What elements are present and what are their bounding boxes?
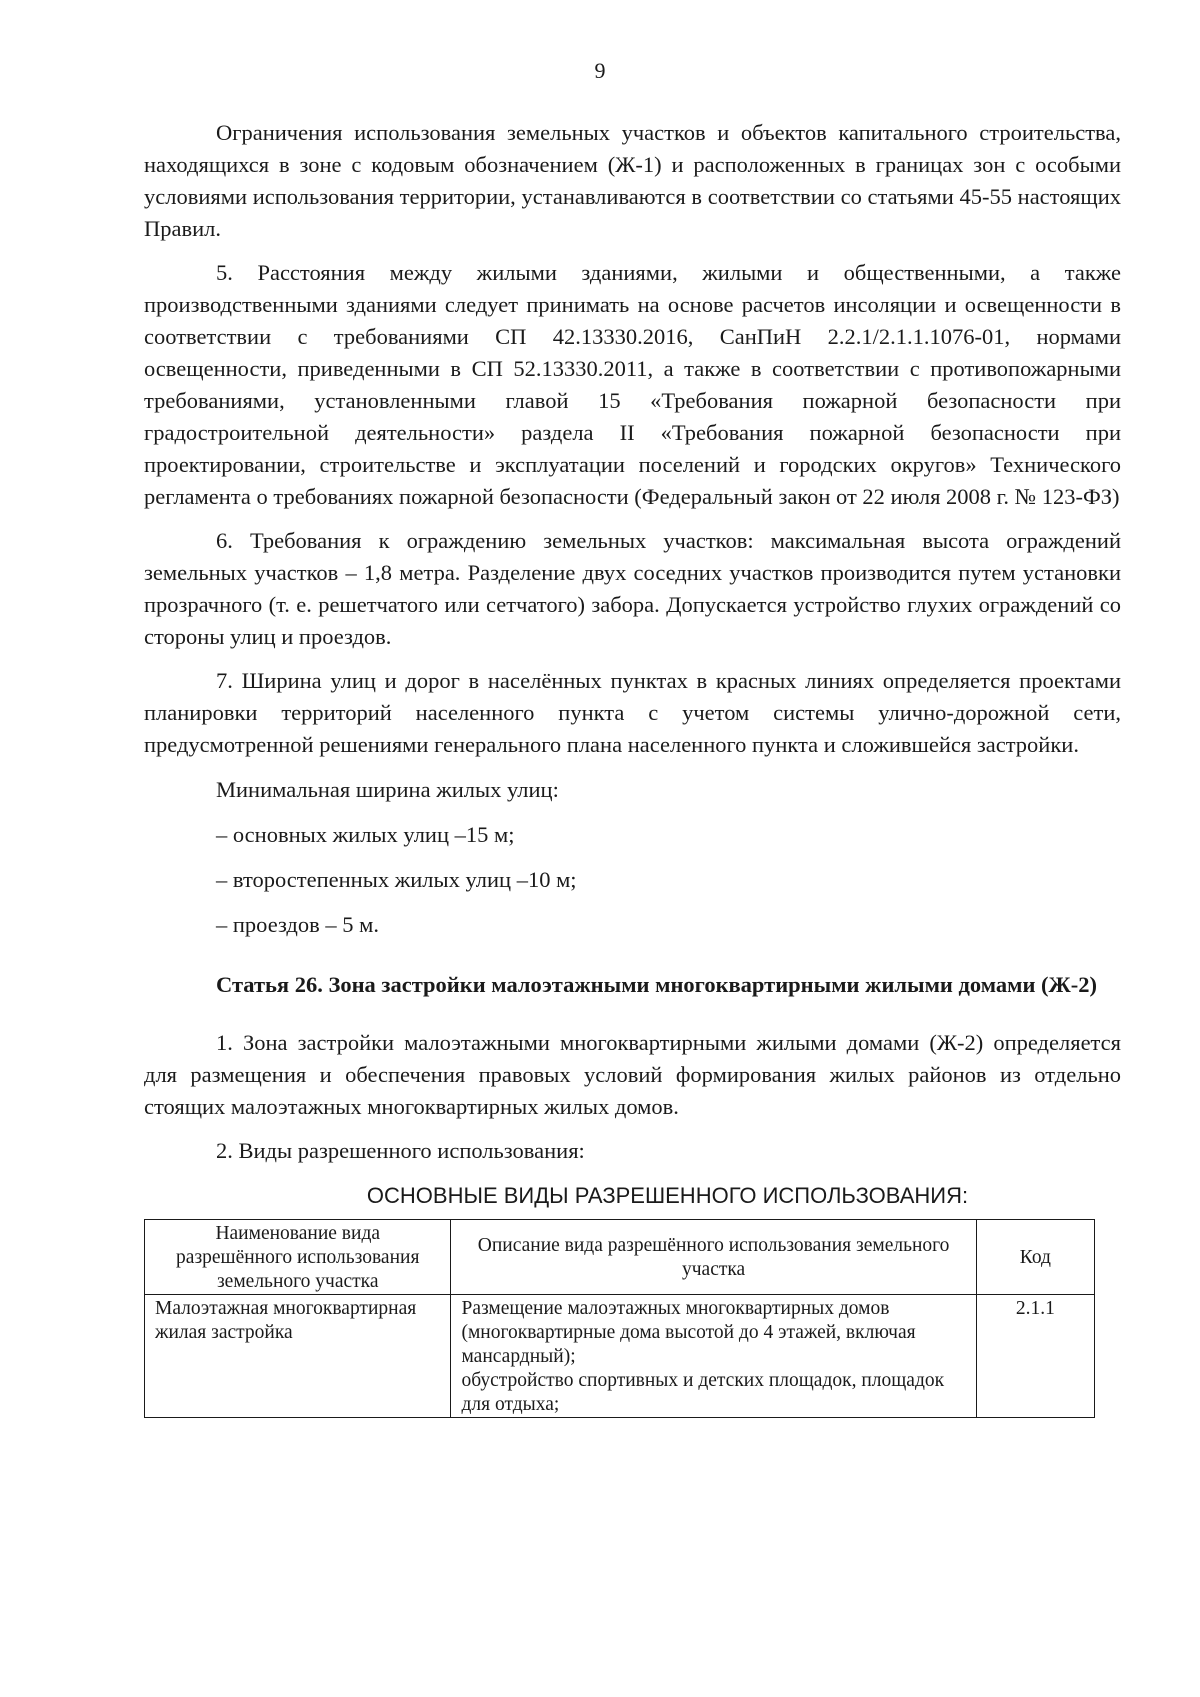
list-item-driveways: – проездов – 5 м. [216,912,379,937]
article-26-paragraph-2: 2. Виды разрешенного использования: [216,1138,585,1163]
list-item-secondary-streets: – второстепенных жилых улиц –10 м; [216,867,577,892]
cell-description-line-2: обустройство спортивных и детских площадок, площадок для отдыха; [461,1370,945,1415]
table-header-row [145,1220,1095,1295]
cell-description [451,1295,976,1418]
cell-name: Малоэтажная многоквартирная жилая застройка [145,1295,451,1418]
header-description: Описание вида разрешённого использования земельного участка [451,1220,976,1295]
paragraph-zone-limits: Ограничения использования земельных участков и объектов капитального строительства, находящихся в зоне с кодовым обозначением (Ж-1) и расположенных в границах зон с особыми условиями использования территории, устанавливаются в соответствии со статьями 45-55 настоящих Правил. [144,120,1121,241]
page-content [144,117,1121,1418]
paragraph-6-fences: 6. Требования к ограждению земельных участков: максимальная высота ограждений земельных участков – 1,8 метра. Разделение двух соседних участков производится путем установки прозрачного (т. е. решетчатого или сетчатого) забора. Допускается устройство глухих ограждений со стороны улиц и проездов. [144,528,1121,649]
paragraph-5-distances: 5. Расстояния между жилыми зданиями, жилыми и общественными, а также производственными зданиями следует принимать на основе расчетов инсоляции и освещенности в соответствии с требованиями СП 42.13330.2016, СанПиН 2.2.1/2.1.1.1076-01, нормами освещенности, приведенными в СП 52.13330.2011, а также в соответствии с противопожарными требованиями, установленными главой 15 «Требования пожарной безопасности при градостроительной деятельности» раздела II «Требования пожарной безопасности при проектировании, строительстве и эксплуатации поселений и городских округов» Технического регламента о требованиях пожарной безопасности (Федеральный закон от 22 июля 2008 г. № 123-ФЗ) [144,260,1121,509]
min-street-width-label: Минимальная ширина жилых улиц: [216,777,559,802]
header-code: Код [976,1220,1094,1295]
article-26-heading: Статья 26. Зона застройки малоэтажными многоквартирными жилыми домами (Ж-2) [216,972,1098,997]
paragraph-7-street-width: 7. Ширина улиц и дорог в населённых пунктах в красных линиях определяется проектами планировки территорий населенного пункта с учетом системы улично-дорожной сети, предусмотренной решениями генерального плана населенного пункта и сложившейся застройки. [144,668,1121,757]
header-name: Наименование вида разрешённого использования земельного участка [145,1220,451,1295]
table-title: ОСНОВНЫЕ ВИДЫ РАЗРЕШЕННОГО ИСПОЛЬЗОВАНИЯ: [366,1183,969,1208]
table-row [145,1295,1095,1418]
page-number: 9 [594,58,606,83]
cell-code: 2.1.1 [976,1295,1094,1418]
cell-description-line-1: Размещение малоэтажных многоквартирных домов (многоквартирные дома высотой до 4 этажей, включая мансардный); [461,1298,916,1367]
list-item-main-streets: – основных жилых улиц –15 м; [216,822,515,847]
permitted-use-table [144,1219,1095,1418]
article-26-paragraph-1: 1. Зона застройки малоэтажными многоквартирными жилыми домами (Ж-2) определяется для размещения и обеспечения правовых условий формирования жилых районов из отдельно стоящих малоэтажных многоквартирных жилых домов. [144,1030,1121,1119]
